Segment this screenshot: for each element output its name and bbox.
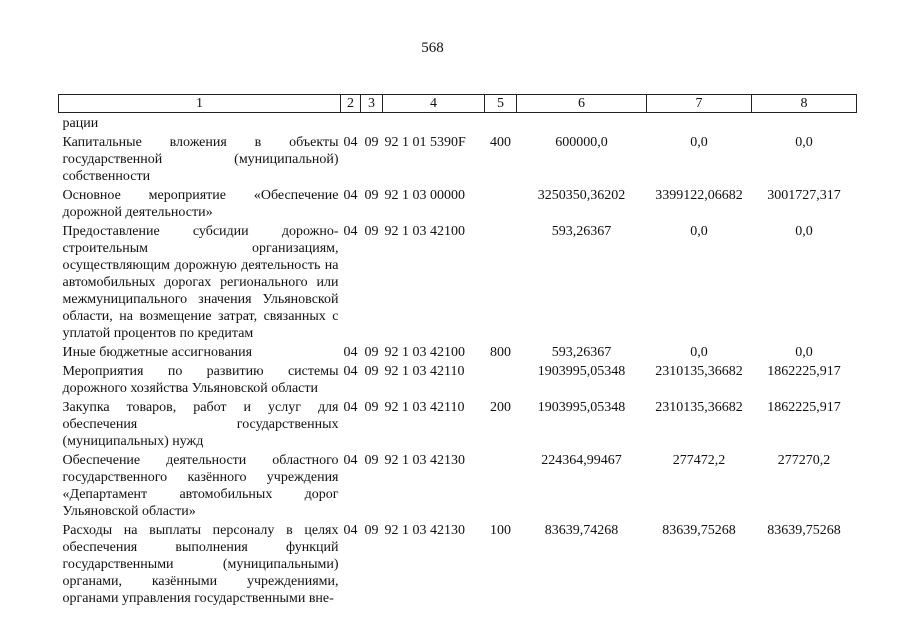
row-amount-col6: 1903995,05348 bbox=[537, 364, 626, 379]
row-expense-type: 400 bbox=[490, 135, 511, 150]
row-target-code: 92 1 03 42100 bbox=[384, 224, 465, 239]
header-cell: 4 bbox=[383, 95, 485, 113]
table-row bbox=[59, 451, 857, 521]
row-section: 04 bbox=[343, 523, 358, 538]
row-target-code: 92 1 03 42130 bbox=[384, 453, 465, 468]
row-expense-type: 800 bbox=[490, 345, 511, 360]
table-row bbox=[59, 521, 857, 608]
row-subsection: 09 bbox=[364, 523, 379, 538]
row-amount-col8: 0,0 bbox=[795, 135, 813, 150]
row-name: Расходы на выплаты персоналу в целях обеспечения выполнения функций государственными (муниципальными) органами, казёнными учреждениями, органами управления государственными вне- bbox=[62, 523, 339, 606]
row-amount-col6: 593,26367 bbox=[551, 345, 612, 360]
row-expense-type bbox=[485, 113, 517, 134]
row-section: 04 bbox=[343, 224, 358, 239]
row-amount-col8: 3001727,317 bbox=[767, 188, 841, 203]
row-subsection: 09 bbox=[364, 364, 379, 379]
row-section: 04 bbox=[343, 345, 358, 360]
row-amount-col8: 0,0 bbox=[795, 224, 813, 239]
row-expense-type bbox=[485, 186, 517, 222]
row-name: Мероприятия по развитию системы дорожного хозяйства Ульяновской области bbox=[62, 364, 339, 396]
row-expense-type bbox=[485, 451, 517, 521]
table-row bbox=[59, 186, 857, 222]
row-expense-type bbox=[485, 362, 517, 398]
row-name: Иные бюджетные ассигнования bbox=[62, 345, 253, 360]
row-amount-col7: 0,0 bbox=[690, 135, 708, 150]
row-subsection: 09 bbox=[364, 135, 379, 150]
row-subsection bbox=[361, 113, 383, 134]
row-amount-col6: 224364,99467 bbox=[541, 453, 622, 468]
row-target-code: 92 1 03 42110 bbox=[384, 364, 465, 379]
row-amount-col8: 0,0 bbox=[795, 345, 813, 360]
table-row bbox=[59, 133, 857, 186]
row-amount-col6: 600000,0 bbox=[555, 135, 608, 150]
row-target-code: 92 1 03 00000 bbox=[384, 188, 465, 203]
row-subsection: 09 bbox=[364, 400, 379, 415]
header-cell: 3 bbox=[361, 95, 383, 113]
row-target-code: 92 1 03 42110 bbox=[384, 400, 465, 415]
row-target-code: 92 1 03 42130 bbox=[384, 523, 465, 538]
row-amount-col8: 277270,2 bbox=[777, 453, 831, 468]
header-cell: 5 bbox=[485, 95, 517, 113]
header-row bbox=[59, 95, 857, 113]
row-amount-col6: 3250350,36202 bbox=[537, 188, 626, 203]
row-expense-type bbox=[485, 222, 517, 343]
header-cell: 2 bbox=[341, 95, 361, 113]
row-expense-type: 200 bbox=[490, 400, 511, 415]
table-row bbox=[59, 343, 857, 362]
row-amount-col7: 277472,2 bbox=[672, 453, 726, 468]
row-target-code: 92 1 01 5390F bbox=[384, 135, 466, 150]
row-expense-type: 100 bbox=[490, 523, 511, 538]
row-name: Основное мероприятие «Обеспечение дорожной деятельности» bbox=[62, 188, 339, 220]
table-row bbox=[59, 113, 857, 134]
row-amount-col7: 0,0 bbox=[690, 345, 708, 360]
row-name: Обеспечение деятельности областного государственного казённого учреждения «Департамент автомобильных дорог Ульяновской области» bbox=[62, 453, 339, 519]
table-row bbox=[59, 362, 857, 398]
row-amount-col8: 83639,75268 bbox=[767, 523, 841, 538]
row-target-code bbox=[383, 113, 485, 134]
row-subsection: 09 bbox=[364, 345, 379, 360]
header-cell: 7 bbox=[647, 95, 752, 113]
row-amount-col7: 0,0 bbox=[690, 224, 708, 239]
row-target-code: 92 1 03 42100 bbox=[384, 345, 465, 360]
row-amount-col7 bbox=[647, 113, 752, 134]
row-name: Закупка товаров, работ и услуг для обеспечения государственных (муниципальных) нужд bbox=[62, 400, 339, 449]
row-amount-col6: 593,26367 bbox=[551, 224, 612, 239]
row-section bbox=[341, 113, 361, 134]
row-amount-col6: 83639,74268 bbox=[544, 523, 619, 538]
budget-table bbox=[58, 94, 857, 608]
row-name: рации bbox=[62, 116, 99, 131]
row-amount-col7: 3399122,06682 bbox=[655, 188, 743, 203]
row-section: 04 bbox=[343, 188, 358, 203]
row-section: 04 bbox=[343, 135, 358, 150]
table-row bbox=[59, 398, 857, 451]
row-amount-col6: 1903995,05348 bbox=[537, 400, 626, 415]
row-amount-col6 bbox=[517, 113, 647, 134]
header-cell: 6 bbox=[517, 95, 647, 113]
row-amount-col8: 1862225,917 bbox=[767, 364, 841, 379]
row-section: 04 bbox=[343, 364, 358, 379]
page-number: 568 bbox=[421, 40, 444, 56]
row-amount-col7: 2310135,36682 bbox=[655, 364, 743, 379]
row-amount-col7: 83639,75268 bbox=[662, 523, 736, 538]
row-name: Капитальные вложения в объекты государственной (муниципальной) собственности bbox=[62, 135, 339, 184]
row-subsection: 09 bbox=[364, 453, 379, 468]
header-cell: 8 bbox=[752, 95, 857, 113]
row-amount-col8 bbox=[752, 113, 857, 134]
row-subsection: 09 bbox=[364, 188, 379, 203]
row-name: Предоставление субсидии дорожно-строительным организациям, осуществляющим дорожную деятельность на автомобильных дорогах регионального или межмуниципального значения Ульяновской области, на возмещение затрат, связанных с уплатой процентов по кредитам bbox=[62, 224, 339, 341]
header-cell: 1 bbox=[59, 95, 341, 113]
table-row bbox=[59, 222, 857, 343]
row-amount-col8: 1862225,917 bbox=[767, 400, 841, 415]
row-subsection: 09 bbox=[364, 224, 379, 239]
row-amount-col7: 2310135,36682 bbox=[655, 400, 743, 415]
row-section: 04 bbox=[343, 453, 358, 468]
row-section: 04 bbox=[343, 400, 358, 415]
